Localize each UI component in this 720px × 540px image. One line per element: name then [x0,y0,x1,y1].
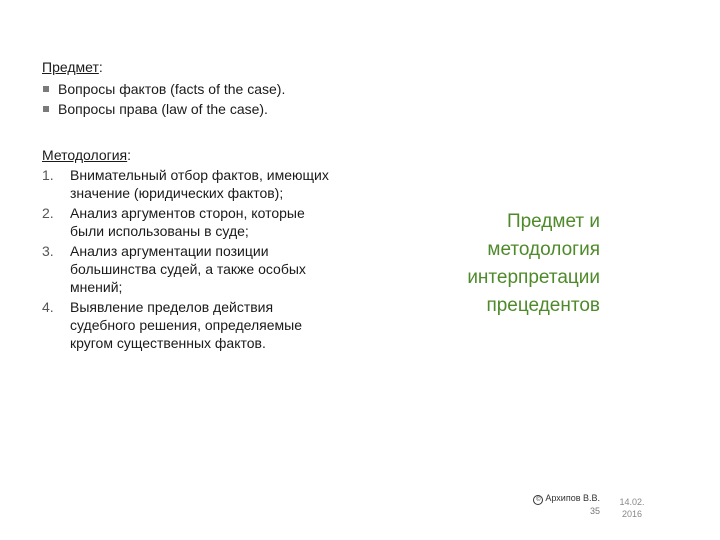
methodology-item-text: Внимательный отбор фактов, имеющих значение (юридических фактов); [70,167,329,201]
square-bullet-icon [43,106,49,112]
page-number: 35 [589,506,600,516]
methodology-section [42,146,332,352]
methodology-heading: Методология [42,147,128,163]
subject-item [42,80,332,98]
author-name: Архипов В.В. [545,493,600,503]
methodology-item [42,242,332,296]
methodology-item-text: Анализ аргументов сторон, которые были использованы в суде; [70,205,305,239]
subject-item-text: Вопросы права (law of the case). [58,101,268,117]
date-line: 14.02. [619,497,645,507]
slide-title: Предмет и методология интерпретации прецедентов [467,211,600,316]
subject-item-text: Вопросы фактов (facts of the case). [58,81,286,97]
date-block [612,496,652,520]
year-line: 2016 [621,509,643,519]
subject-colon: : [98,59,103,75]
item-number: 3. [42,243,54,259]
square-bullet-icon [43,86,49,92]
methodology-colon: : [127,147,132,163]
methodology-item-text: Выявление пределов действия судебного решения, определяемые кругом существенных фактов. [70,299,302,351]
methodology-item [42,166,332,202]
item-number: 2. [42,205,54,221]
methodology-list [42,166,332,352]
item-number: 4. [42,299,54,315]
copyright-icon: © [533,495,543,505]
subject-heading: Предмет [42,59,99,75]
methodology-item [42,298,332,352]
subject-list [42,80,332,118]
content-column [42,58,332,354]
subject-section [42,58,332,118]
item-number: 1. [42,167,54,183]
methodology-item [42,204,332,240]
subject-item [42,100,332,118]
author-block [520,492,600,517]
methodology-item-text: Анализ аргументации позиции большинства судей, а также особых мнений; [70,243,306,295]
